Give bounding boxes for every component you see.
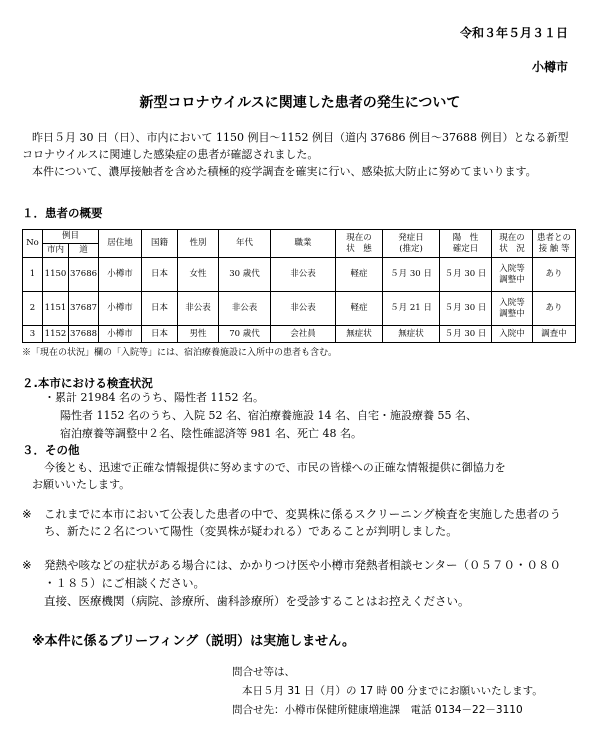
cell-job: 非公表 (271, 258, 336, 292)
header-age: 年代 (219, 230, 271, 258)
section-1-title: １．患者の概要 (22, 206, 103, 220)
header-pref-no: 道 (69, 244, 99, 258)
testing-line-1: ・累計 21984 名のうち、陽性者 1152 名。 (44, 391, 264, 404)
contact-info: 問合せ先：小樽市保健所健康増進課 電話 0134－22－3110 (232, 704, 523, 716)
cell-sex: 男性 (178, 326, 219, 343)
header-city-no: 市内 (43, 244, 69, 258)
patient-table (22, 229, 576, 343)
cell-age: 30 歳代 (219, 258, 271, 292)
cell-status: 入院等 調整中 (492, 292, 533, 326)
header-contact: 患者との 接 触 等 (533, 230, 576, 258)
header-residence: 居住地 (99, 230, 142, 258)
issuer-city: 小樽市 (531, 60, 568, 74)
cell-onset: ５月 30 日 (383, 258, 440, 292)
table-header-row (23, 230, 576, 244)
section-2-title: ２.本市における検査状況 (22, 376, 153, 390)
cell-age: 70 歳代 (219, 326, 271, 343)
contact-intro: 問合せ等は、 (232, 666, 295, 678)
cell-city-no: 1151 (43, 292, 69, 326)
cell-nationality: 日本 (142, 292, 178, 326)
header-job: 職業 (271, 230, 336, 258)
header-no: No (23, 230, 43, 258)
cell-condition: 軽症 (336, 292, 383, 326)
cell-status: 入院中 (492, 326, 533, 343)
cell-positive: ５月 30 日 (440, 292, 492, 326)
header-status: 現在の 状 況 (492, 230, 533, 258)
cell-contact: あり (533, 292, 576, 326)
header-onset: 発症日 (推定) (383, 230, 440, 258)
cell-nationality: 日本 (142, 258, 178, 292)
variant-notice-mark: ※ (22, 507, 32, 521)
cell-pref-no: 37687 (69, 292, 99, 326)
cell-pref-no: 37688 (69, 326, 99, 343)
cell-condition: 無症状 (336, 326, 383, 343)
cell-age: 非公表 (219, 292, 271, 326)
cell-nationality: 日本 (142, 326, 178, 343)
cell-sex: 女性 (178, 258, 219, 292)
cell-city-no: 1152 (43, 326, 69, 343)
header-condition: 現在の 状 態 (336, 230, 383, 258)
document-date: 令和３年５月３１日 (459, 26, 568, 40)
variant-notice-line-2: ち、新たに２名について陽性（変異株が疑われる）であることが判明しました。 (44, 524, 458, 538)
section-3-title: ３．その他 (22, 443, 80, 457)
fever-notice-line-2: ・１８５）にご相談ください。 (44, 576, 205, 590)
table-row (23, 292, 576, 326)
variant-notice-line-1: これまでに本市において公表した患者の中で、変異株に係るスクリーニング検査を実施した患者のう (44, 507, 562, 521)
cell-condition: 軽症 (336, 258, 383, 292)
table-note: ※「現在の状況」欄の「入院等」には、宿泊療養施設に入所中の患者も含む。 (22, 348, 338, 358)
cell-residence: 小樽市 (99, 258, 142, 292)
table-row (23, 258, 576, 292)
cell-job: 会社員 (271, 326, 336, 343)
cell-onset: ５月 21 日 (383, 292, 440, 326)
cell-status: 入院等 調整中 (492, 258, 533, 292)
cell-city-no: 1150 (43, 258, 69, 292)
intro-line-3: 本件について、濃厚接触者を含めた積極的疫学調査を確実に行い、感染拡大防止に努めてまいります。 (32, 165, 537, 178)
header-sex: 性別 (178, 230, 219, 258)
cell-contact: あり (533, 258, 576, 292)
cell-no: 2 (23, 292, 43, 326)
intro-line-2: コロナウイルスに関連した感染症の患者が確認されました。 (22, 148, 319, 161)
cell-onset: 無症状 (383, 326, 440, 343)
cell-job: 非公表 (271, 292, 336, 326)
header-example: 例目 (43, 230, 99, 244)
cell-residence: 小樽市 (99, 326, 142, 343)
header-nationality: 国籍 (142, 230, 178, 258)
cell-contact: 調査中 (533, 326, 576, 343)
testing-line-2: 陽性者 1152 名のうち、入院 52 名、宿泊療養施設 14 名、自宅・施設療養 55 名、 (60, 409, 477, 422)
other-line-1: 今後とも、迅速で正確な情報提供に努めますので、市民の皆様への正確な情報提供に御協力を (44, 461, 506, 474)
cell-no: 3 (23, 326, 43, 343)
contact-deadline: 本日５月 31 日（月）の 17 時 00 分までにお願いいたします。 (242, 685, 543, 697)
briefing-notice: ※本件に係るブリーフィング（説明）は実施しません。 (32, 634, 355, 649)
other-line-2: お願いいたします。 (32, 478, 131, 491)
fever-notice-mark: ※ (22, 558, 32, 572)
fever-notice-line-3: 直接、医療機関（病院、診療所、歯科診療所）を受診することはお控えください。 (44, 594, 470, 608)
header-positive: 陽 性 確定日 (440, 230, 492, 258)
page-title: 新型コロナウイルスに関連した患者の発生について (139, 95, 461, 111)
cell-residence: 小樽市 (99, 292, 142, 326)
cell-no: 1 (23, 258, 43, 292)
cell-sex: 非公表 (178, 292, 219, 326)
testing-line-3: 宿泊療養等調整中２名、陰性確認済等 981 名、死亡 48 名。 (60, 427, 362, 440)
table-row (23, 326, 576, 343)
intro-line-1: 昨日５月 30 日（日）、市内において 1150 例目～1152 例目（道内 37686 例目～37688 例目）となる新型 (32, 131, 569, 144)
cell-positive: ５月 30 日 (440, 326, 492, 343)
fever-notice-line-1: 発熱や咳などの症状がある場合には、かかりつけ医や小樽市発熱者相談センター（０５７０・０８０ (44, 558, 562, 572)
cell-positive: ５月 30 日 (440, 258, 492, 292)
cell-pref-no: 37686 (69, 258, 99, 292)
